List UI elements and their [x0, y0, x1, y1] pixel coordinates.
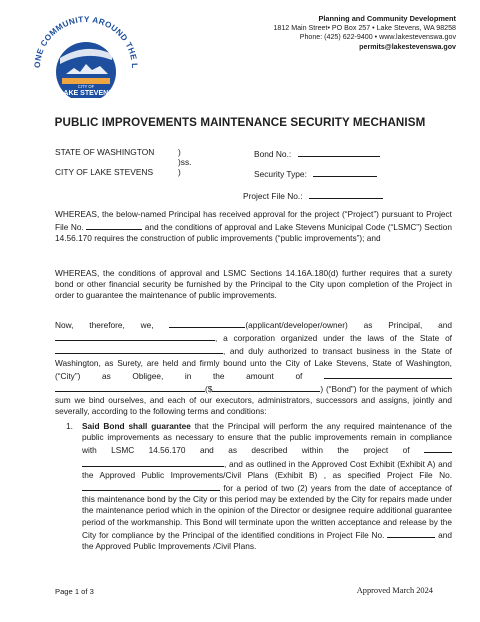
contact-block	[273, 14, 456, 52]
caption-ss: )ss.	[178, 157, 192, 167]
amount-line-blank[interactable]	[55, 382, 205, 392]
project-name-blank-1[interactable]	[424, 443, 452, 453]
para3-text-a: Now, therefore, we,	[55, 320, 154, 330]
para3-text-b: (applicant/developer/owner) as Principal, and	[245, 320, 453, 330]
bond-no-row	[254, 147, 380, 160]
bond-no-label: Bond No.:	[254, 149, 292, 159]
para3-text-f: ) (“Bond”) for the payment of which sum we bind ourselves, and each of our executors, administrators, successors and assigns, jointly and severally, according to the following terms and conditions:	[55, 384, 452, 417]
project-file-row	[243, 189, 383, 202]
caption-paren-3: )	[178, 167, 181, 177]
list-item	[66, 421, 452, 552]
item-lead: Said Bond shall guarantee	[82, 421, 191, 431]
logo-city-of: CITY OF	[77, 84, 95, 89]
caption-state: STATE OF WASHINGTON	[55, 147, 155, 157]
para3-text-c: , a corporation organized under the laws of the State of	[215, 333, 452, 344]
caption-city: CITY OF LAKE STEVENS	[55, 167, 154, 177]
logo-name: LAKE STEVENS	[59, 90, 113, 97]
surety-name-blank[interactable]	[55, 331, 215, 341]
item-number: 1.	[66, 421, 73, 431]
item-text-c: for a period of two (2) years from the date of acceptance of this maintenance bond by the City or this period may be extended by the City for repairs made under the maintenance period which in the opinion of the Director or designee require additional guarantee period of the workmanship. This Bond will terminate upon the written acceptance and release by the City for compliance by the Principal of the identified conditions in Project File No.	[82, 483, 452, 540]
security-type-label: Security Type:	[254, 169, 307, 179]
project-file-no-blank-3[interactable]	[387, 528, 435, 538]
item-body	[82, 421, 452, 552]
item-text-a: that the Principal will perform the any required maintenance of the public improvements as necessary to ensure that the public improvements remain in compliance with LSMC 14.56.170 and as described within the project of	[82, 421, 452, 456]
project-file-field[interactable]	[309, 189, 383, 199]
security-type-row	[254, 167, 377, 180]
city-logo	[26, 12, 146, 98]
surety-state-blank[interactable]	[55, 344, 223, 354]
caption-paren-1: )	[178, 147, 181, 157]
whereas-paragraph-1	[55, 209, 452, 245]
phone-line: Phone: (425) 622-9400 • www.lakestevenswa.gov	[299, 33, 456, 42]
amount-words-blank[interactable]	[324, 369, 452, 379]
email-link[interactable]: permits@lakestevenswa.gov	[359, 42, 456, 51]
bond-no-field[interactable]	[298, 147, 380, 157]
project-name-blank-2[interactable]	[82, 457, 224, 467]
para1-text-a: WHEREAS, the below-named Principal has received approval for the project (“Project”) pursuant to Project File No.	[55, 209, 452, 233]
now-therefore-paragraph	[55, 318, 452, 418]
department-name: Planning and Community Development	[318, 14, 456, 23]
para3-text-d: , and duly authorized to transact business in the State of Washington, as Surety, are held and firmly bound unto the City of Lake Stevens, State of Washington, (“City”) as Obligee, in the amount of	[55, 346, 452, 381]
page-number: Page 1 of 3	[55, 587, 94, 596]
address-line: 1812 Main Street• PO Box 257 • Lake Stevens, WA 98258	[273, 23, 456, 32]
page-title: PUBLIC IMPROVEMENTS MAINTENANCE SECURITY MECHANISM	[54, 116, 426, 129]
item-text-b: , and as outlined in the Approved Cost Exhibit (Exhibit A) and the Approved Public Improvements/Civil Plans (Exhibit B) , as specified Project File No.	[82, 458, 452, 480]
logo-arc-text: ONE COMMUNITY AROUND THE L	[32, 14, 140, 69]
project-file-label: Project File No.:	[243, 191, 303, 201]
principal-name-blank[interactable]	[169, 318, 245, 328]
para1-text-b: and the conditions of approval and Lake Stevens Municipal Code (“LSMC”) Section 14.56.170 requires the construction of public improvements (“public improvements”); and	[55, 222, 452, 244]
approved-date: Approved March 2024	[356, 586, 433, 595]
amount-dollars-blank[interactable]	[212, 382, 320, 392]
project-file-no-blank-2[interactable]	[82, 481, 220, 491]
security-type-field[interactable]	[313, 167, 377, 177]
whereas-paragraph-2: WHEREAS, the conditions of approval and LSMC Sections 14.16A.180(d) further requires that a surety bond or other financial security be furnished by the Principal to the City upon completion of the Project in order to guarantee the maintenance of public improvements.	[55, 268, 452, 301]
item-text-d: and the Approved Public Improvements /Civil Plans.	[82, 529, 453, 552]
para3-text-e: ($	[205, 384, 213, 395]
project-file-no-blank-1[interactable]	[86, 220, 142, 230]
